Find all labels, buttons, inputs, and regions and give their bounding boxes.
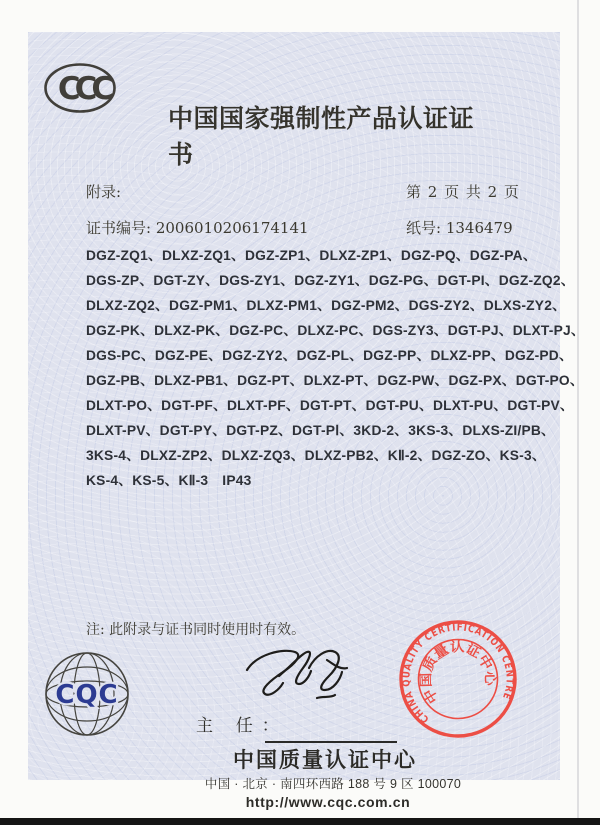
model-line: DGS-PC、DGZ-PE、DGZ-ZY2、DGZ-PL、DGZ-PP、DLXZ-PP、DGZ-PD、	[86, 348, 573, 363]
organization-address: 中国 · 北京 · 南四环西路 188 号 9 区 100070	[204, 777, 462, 791]
appendix-label: 附录:	[86, 183, 122, 201]
website-url: http://www.cqc.com.cn	[245, 794, 411, 810]
paper-number-row	[406, 217, 513, 238]
model-line: DLXZ-ZQ2、DGZ-PM1、DLXZ-PM1、DGZ-PM2、DGS-ZY2、DLXS-ZY2、	[86, 298, 567, 313]
scan-bottom-edge	[0, 818, 600, 825]
model-line: DLXT-PO、DGT-PF、DLXT-PF、DGT-PT、DGT-PU、DLXT-PU、DGT-PV、	[86, 398, 574, 413]
certificate-panel	[28, 32, 585, 810]
organization-name: 中国质量认证中心	[233, 749, 417, 772]
signature	[243, 646, 363, 706]
ccc-logo-text: CCC	[57, 71, 109, 107]
scan-page-edge	[577, 0, 579, 818]
signature-underline	[265, 741, 397, 743]
model-line: DLXT-PV、DGT-PY、DGT-PZ、DGT-PⅠ、3KD-2、3KS-3、DLXS-ZI/PB、	[86, 423, 556, 438]
cqc-globe-icon	[44, 651, 130, 737]
paper-number-value: 1346479	[445, 219, 513, 237]
cqc-logo-text: CQC	[55, 680, 119, 710]
model-line: DGZ-ZQ1、DLXZ-ZQ1、DGZ-ZP1、DLXZ-ZP1、DGZ-PQ、DGZ-PA、	[86, 248, 537, 263]
certificate-number-label: 证书编号:	[86, 219, 152, 237]
certificate-number-row	[86, 217, 309, 238]
model-line: KS-4、KS-5、KⅡ-3 IP43	[86, 473, 252, 488]
stamp-chinese-ring-text: 中国质量认证中心	[418, 639, 498, 707]
note-text: 注: 此附录与证书同时使用时有效。	[86, 622, 306, 638]
model-line: DGS-ZP、DGT-ZY、DGS-ZY1、DGZ-ZY1、DGZ-PG、DGT-PI、DGZ-ZQ2、	[86, 273, 575, 288]
model-list	[86, 243, 584, 493]
red-seal-stamp	[383, 604, 533, 754]
page-number-info: 第 2 页 共 2 页	[406, 183, 520, 201]
certificate-number-value: 2006010206174141	[155, 219, 309, 237]
model-line: DGZ-PB、DLXZ-PB1、DGZ-PT、DLXZ-PT、DGZ-PW、DGZ-PX、DGT-PO、	[86, 373, 584, 388]
paper-number-label: 纸号:	[406, 219, 442, 237]
model-line: DGZ-PK、DLXZ-PK、DGZ-PC、DLXZ-PC、DGS-ZY3、DGT-PJ、DLXT-PJ、	[86, 323, 585, 338]
page-title: 中国国家强制性产品认证证书	[168, 105, 475, 169]
model-line: 3KS-4、DLXZ-ZP2、DLXZ-ZQ3、DLXZ-PB2、KⅡ-2、DGZ-ZO、KS-3、	[86, 448, 546, 463]
director-label: 主 任：	[196, 716, 288, 735]
ccc-logo-icon	[42, 62, 118, 114]
stamp-english-ring-text: CHINA QUALITY CERTIFICATION CENTRE	[401, 622, 515, 725]
